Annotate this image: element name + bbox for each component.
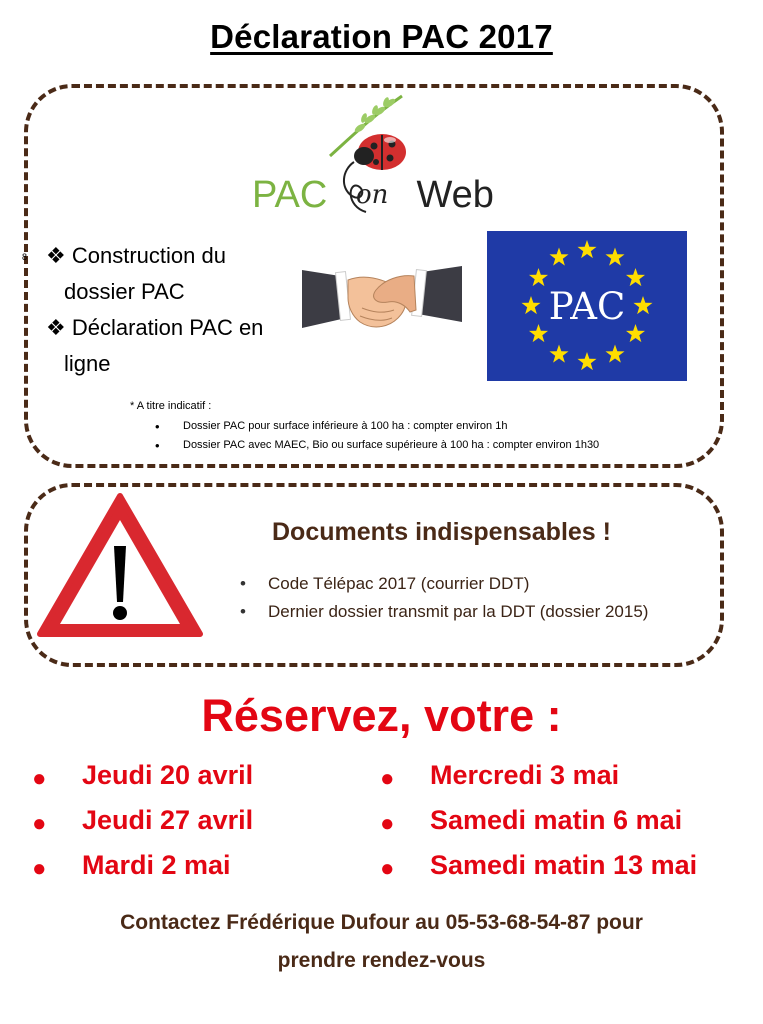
bullet-icon: ● bbox=[32, 810, 47, 837]
margin-mark: 8 bbox=[22, 252, 28, 262]
reserve-title: Réservez, votre : bbox=[201, 690, 562, 741]
contact-line: Contactez Frédérique Dufour au 05-53-68-54-87 pour bbox=[120, 911, 643, 934]
date-text: Jeudi 20 avril bbox=[82, 760, 254, 790]
logo-on-text: on bbox=[356, 180, 389, 210]
date-text: Samedi matin 6 mai bbox=[430, 805, 683, 835]
warning-icon bbox=[34, 490, 206, 647]
documents-title: Documents indispensables ! bbox=[272, 518, 611, 546]
note-item: • Dossier PAC avec MAEC, Bio ou surface supérieure à 100 ha : compter environ 1h30 bbox=[155, 436, 599, 455]
bullet-icon: ● bbox=[380, 765, 395, 792]
bullet-icon: ● bbox=[380, 810, 395, 837]
feature-text: Déclaration PAC en bbox=[71, 315, 264, 340]
diamond-bullet-icon: ❖ bbox=[46, 315, 72, 340]
page-title: Déclaration PAC 2017 bbox=[210, 18, 553, 55]
bullet-icon: ● bbox=[32, 765, 47, 792]
feature-item-cont: dossier PAC bbox=[64, 279, 185, 304]
contact-info bbox=[0, 904, 763, 980]
eu-flag-image bbox=[487, 231, 687, 381]
eu-flag-label: PAC bbox=[548, 285, 626, 328]
feature-item bbox=[46, 310, 263, 346]
bullet-icon: ● bbox=[32, 855, 47, 882]
feature-item bbox=[46, 238, 263, 274]
date-text: Mardi 2 mai bbox=[82, 850, 231, 880]
documents-list bbox=[240, 570, 648, 626]
logo-pac-text: PAC bbox=[252, 174, 328, 216]
note-heading: * A titre indicatif : bbox=[130, 400, 212, 412]
note-list bbox=[155, 417, 599, 455]
handshake-icon bbox=[302, 262, 462, 347]
note-item: • Dossier PAC pour surface inférieure à 100 ha : compter environ 1h bbox=[155, 417, 599, 436]
feature-text: Construction du bbox=[71, 243, 226, 268]
bullet-icon: ● bbox=[380, 855, 395, 882]
document-item: • Dernier dossier transmit par la DDT (dossier 2015) bbox=[240, 598, 648, 626]
date-text: Samedi matin 13 mai bbox=[430, 850, 698, 880]
feature-item-cont: ligne bbox=[64, 351, 111, 376]
document-item: • Code Télépac 2017 (courrier DDT) bbox=[240, 570, 648, 598]
date-text: Jeudi 27 avril bbox=[82, 805, 254, 835]
contact-line: prendre rendez-vous bbox=[277, 949, 486, 972]
date-text: Mercredi 3 mai bbox=[430, 760, 620, 790]
feature-list bbox=[46, 238, 263, 382]
logo-web-text: Web bbox=[416, 174, 494, 216]
diamond-bullet-icon: ❖ bbox=[46, 243, 72, 268]
